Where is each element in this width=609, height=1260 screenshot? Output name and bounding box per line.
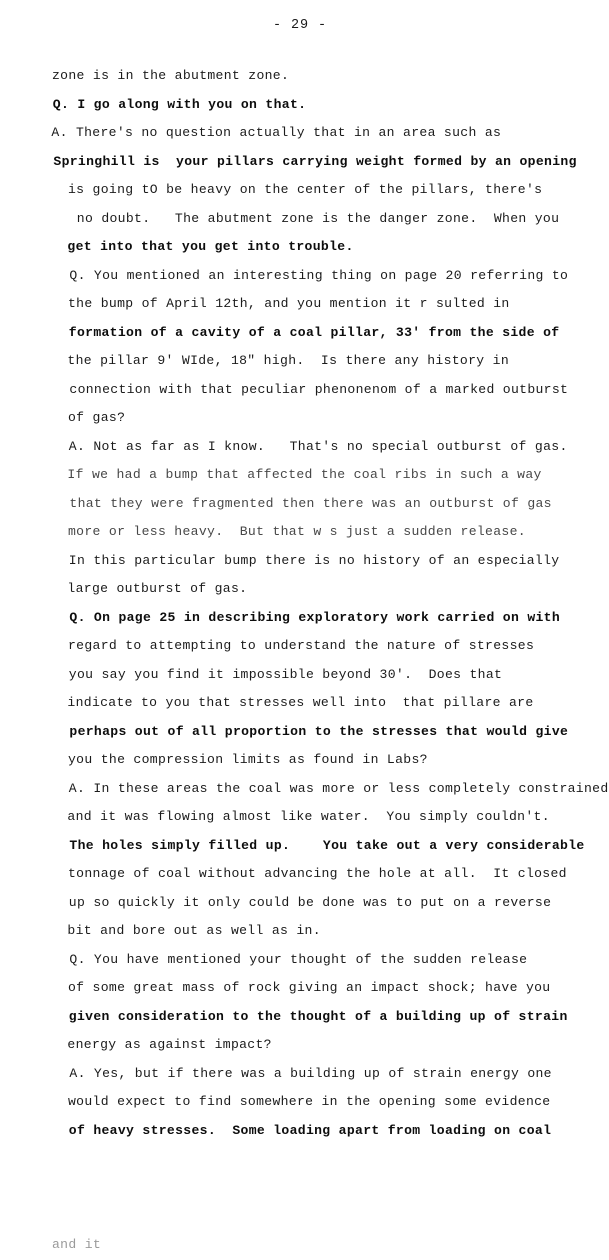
transcript-line: is going tO be heavy on the center of the pillars, there's (68, 182, 543, 197)
transcript-line: A. In these areas the coal was more or less completely constrained (68, 780, 609, 796)
clipped-bottom-line-fragment: and it (52, 1237, 102, 1252)
transcript-line: regard to attempting to understand the nature of stresses (68, 638, 535, 653)
transcript-line: A. There's no question actually that in an area such as (51, 125, 502, 140)
transcript-line: indicate to you that stresses well into that pillare are (67, 695, 534, 710)
transcript-line: and it was flowing almost like water. You simply couldn't. (67, 809, 550, 824)
transcript-body (0, 62, 609, 1145)
transcript-line: Q. I go along with you on that. (52, 96, 307, 112)
transcript-line: formation of a cavity of a coal pillar, 33' from the side of (68, 324, 560, 340)
transcript-line: the pillar 9' WIde, 18" high. Is there any history in (67, 353, 509, 368)
transcript-line: get into that you get into trouble. (67, 239, 354, 254)
transcript-line: If we had a bump that affected the coal ribs in such a way (67, 467, 542, 482)
transcript-line: bit and bore out as well as in. (67, 923, 321, 938)
transcript-line: of some great mass of rock giving an impact shock; have you (68, 980, 551, 995)
transcript-line: Q. You mentioned an interesting thing on page 20 referring to (69, 267, 569, 283)
transcript-line: no doubt. The abutment zone is the danger zone. When you (76, 210, 560, 226)
transcript-line: In this particular bump there is no history of an especially (68, 552, 560, 568)
transcript-line: the bump of April 12th, and you mention it r sulted in (68, 296, 510, 311)
transcript-line: perhaps out of all proportion to the stresses that would give (69, 723, 569, 739)
transcript-line: up so quickly it only could be done was to put on a reverse (68, 894, 552, 910)
transcript-line: would expect to find somewhere in the opening some evidence (68, 1094, 551, 1109)
transcript-line: connection with that peculiar phenonenom of a marked outburst (69, 381, 569, 397)
transcript-line: The holes simply filled up. You take out a very considerable (69, 837, 585, 853)
transcript-line: Q. You have mentioned your thought of the sudden release (69, 951, 528, 967)
transcript-line: of gas? (68, 410, 126, 425)
transcript-line: large outburst of gas. (67, 581, 248, 596)
transcript-line: that they were fragmented then there was an outburst of gas (69, 495, 552, 511)
transcript-line: Q. On page 25 in describing exploratory work carried on with (69, 609, 561, 625)
transcript-line: you the compression limits as found in Labs? (68, 752, 428, 767)
transcript-line: of heavy stresses. Some loading apart from loading on coal (68, 1122, 552, 1138)
transcript-line: A. Not as far as I know. That's no special outburst of gas. (68, 438, 568, 454)
transcript-line: energy as against impact? (67, 1037, 272, 1052)
transcript-line: given consideration to the thought of a building up of strain (68, 1008, 568, 1024)
transcript-line: A. Yes, but if there was a building up of strain energy one (69, 1065, 552, 1081)
transcript-line: you say you find it impossible beyond 30'. Does that (68, 666, 503, 682)
page-number-header: - 29 - (272, 18, 327, 33)
transcript-line: more or less heavy. But that w s just a sudden release. (68, 524, 526, 539)
transcript-line: tonnage of coal without advancing the hole at all. It closed (68, 866, 567, 881)
transcript-line: zone is in the abutment zone. (52, 68, 290, 83)
transcript-line: Springhill is your pillars carrying weight formed by an opening (53, 153, 577, 169)
